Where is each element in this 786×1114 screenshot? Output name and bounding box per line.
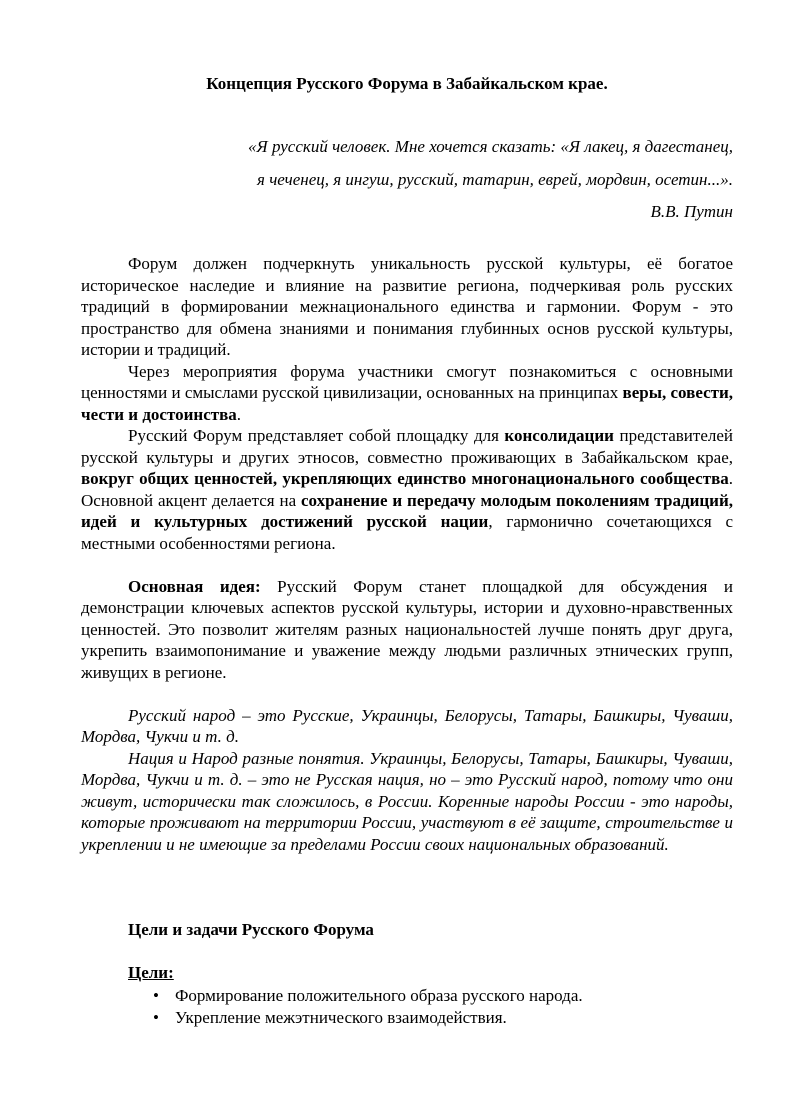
platform-bold-1: консолидации xyxy=(504,426,614,445)
values-text-2: . xyxy=(236,404,242,424)
goal-text: Укрепление межэтнического взаимодействия. xyxy=(175,1008,507,1027)
paragraph-values xyxy=(81,361,733,426)
goal-text: Формирование положительного образа русского народа. xyxy=(175,986,583,1005)
main-idea-label: Основная идея: xyxy=(128,576,261,596)
document-title: Концепция Русского Форума в Забайкальском крае. xyxy=(206,74,608,93)
bullet-icon: • xyxy=(153,986,159,1005)
goals-label: Цели: xyxy=(128,963,174,982)
list-item xyxy=(81,985,583,1007)
paragraph-intro: Форум должен подчеркнуть уникальность русской культуры, её богатое историческое наследие и влияние на развитие региона, подчеркивая роль русских традиций в формировании межнационального единства и гармонии. Форум - это пространство для обмена знаниями и понимания глубинных основ русской культуры, истории и традиций. xyxy=(81,254,733,359)
spacer xyxy=(81,554,733,576)
goals-list xyxy=(81,985,583,1029)
list-item xyxy=(81,1007,583,1029)
values-bold-1: веры, совести, чести и достоинства xyxy=(81,383,734,424)
section-title: Цели и задачи Русского Форума xyxy=(128,920,374,939)
platform-bold-2: вокруг общих ценностей, укрепляющих единство многонационального сообщества xyxy=(81,469,729,488)
values-text-1: Через мероприятия форума участники смогут познакомиться с основными ценностями и смыслами русской цивилизации, основанных на принципах xyxy=(81,361,733,402)
main-idea-text: Русский Форум станет площадкой для обсуждения и демонстрации ключевых аспектов русской культуры, истории и духовно-нравственных ценностей. Это позволит жителям разных национальностей лучше понять друг друга, укрепить взаимопонимание и уважение между людьми различных этнических групп, живущих в регионе. xyxy=(81,576,733,682)
paragraph-main-idea xyxy=(81,576,733,684)
paragraph-people: Русский народ – это Русские, Украинцы, Белорусы, Татары, Башкиры, Чуваши, Мордва, Чукчи и т. д. xyxy=(81,705,733,746)
platform-text-2: представителей русской культуры и других этносов, совместно проживающих в Забайкальском крае, xyxy=(81,426,733,467)
epigraph-line-1: «Я русский человек. Мне хочется сказать: «Я лакец, я дагестанец, xyxy=(248,137,733,156)
platform-text-4: , гармонично сочетающихся с местными особенностями региона. xyxy=(81,512,733,553)
platform-text-1: Русский Форум представляет собой площадку для xyxy=(128,426,505,445)
paragraph-nation: Нация и Народ разные понятия. Украинцы, Белорусы, Татары, Башкиры, Чуваши, Мордва, Чукчи и т. д. – это не Русская нация, но – это Русский народ, потому что они живут, исторически так сложилось, в России. Коренные народы России - это народы, которые проживают на территории России, участвуют в её защите, строительстве и укреплении и не имеющие за пределами России своих национальных образований. xyxy=(81,748,733,854)
bullet-icon: • xyxy=(153,1008,159,1027)
spacer xyxy=(81,683,733,705)
epigraph-author: В.В. Путин xyxy=(650,202,733,221)
platform-text-3: . Основной акцент делается на xyxy=(81,469,733,510)
platform-bold-3: сохранение и передачу молодым поколениям традиций, идей и культурных достижений русской нации xyxy=(81,490,733,531)
epigraph-line-2: я чеченец, я ингуш, русский, татарин, еврей, мордвин, осетин...». xyxy=(257,170,733,189)
document-body xyxy=(81,253,733,855)
paragraph-platform xyxy=(81,425,733,554)
